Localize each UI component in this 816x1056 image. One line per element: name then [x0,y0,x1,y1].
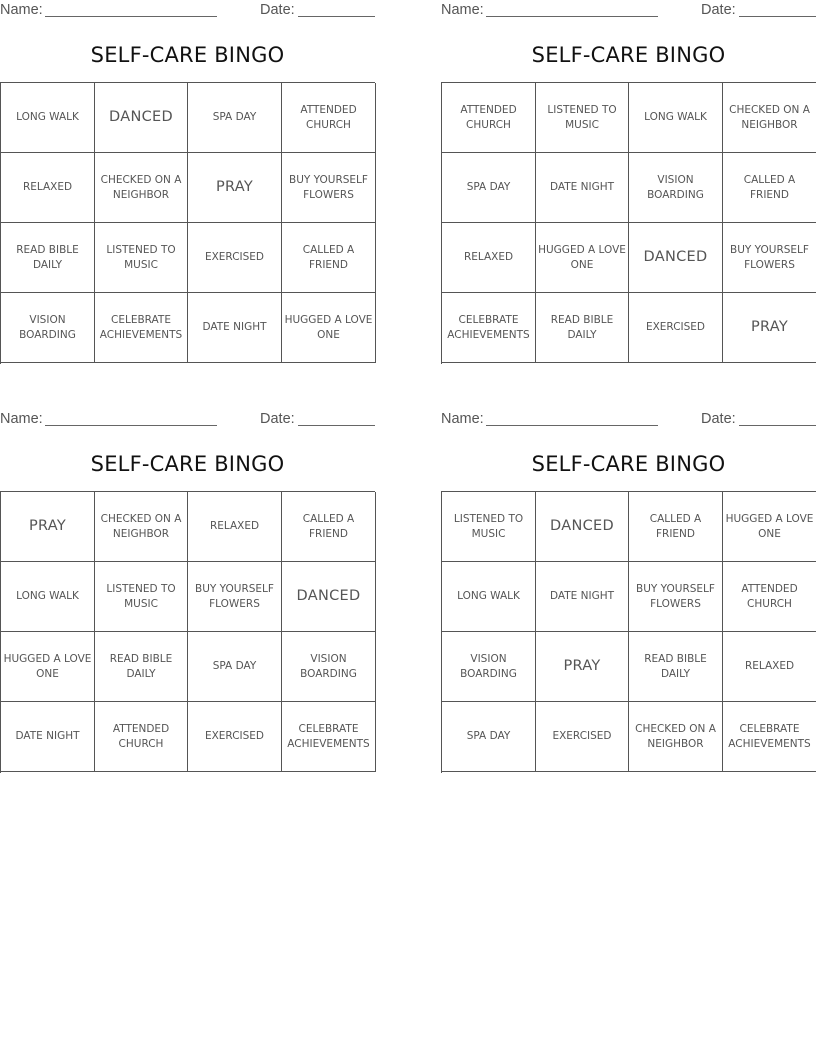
bingo-cell[interactable]: BUY YOURSELF FLOWERS [629,562,723,632]
bingo-cell[interactable]: ATTENDED CHURCH [282,83,376,153]
bingo-cell[interactable]: RELAXED [723,632,816,702]
bingo-cell[interactable]: EXERCISED [629,293,723,363]
card-title: SELF-CARE BINGO [90,43,285,67]
bingo-cell[interactable]: DATE NIGHT [536,153,629,223]
bingo-cell[interactable]: SPA DAY [188,632,282,702]
bingo-cell[interactable]: ATTENDED CHURCH [442,83,536,153]
date-label: Date: [260,411,295,427]
bingo-cell[interactable]: CHECKED ON A NEIGHBOR [629,702,723,772]
bingo-cell[interactable]: LONG WALK [1,83,95,153]
bingo-cell[interactable]: CHECKED ON A NEIGHBOR [95,153,188,223]
bingo-cell[interactable]: VISION BOARDING [629,153,723,223]
bingo-cell[interactable]: BUY YOURSELF FLOWERS [282,153,376,223]
bingo-grid [441,82,816,364]
bingo-cell[interactable]: EXERCISED [188,223,282,293]
bingo-grid [0,491,375,773]
card-header [0,411,375,429]
bingo-grid [0,82,375,364]
bingo-cell[interactable]: DANCED [282,562,376,632]
bingo-cell[interactable]: CHECKED ON A NEIGHBOR [723,83,816,153]
date-field[interactable] [298,16,375,17]
date-label: Date: [701,2,736,18]
card-title: SELF-CARE BINGO [531,43,726,67]
bingo-cell[interactable]: SPA DAY [188,83,282,153]
bingo-cell[interactable]: LISTENED TO MUSIC [442,492,536,562]
bingo-cell[interactable]: READ BIBLE DAILY [629,632,723,702]
bingo-cell[interactable]: LISTENED TO MUSIC [536,83,629,153]
bingo-cell[interactable]: RELAXED [188,492,282,562]
bingo-cell[interactable]: DATE NIGHT [188,293,282,363]
bingo-cell[interactable]: DANCED [536,492,629,562]
date-label: Date: [701,411,736,427]
bingo-cell[interactable]: LONG WALK [629,83,723,153]
bingo-cell[interactable]: PRAY [1,492,95,562]
bingo-cell[interactable]: PRAY [188,153,282,223]
bingo-cell[interactable]: SPA DAY [442,153,536,223]
name-label: Name: [0,2,43,18]
bingo-cell[interactable]: CHECKED ON A NEIGHBOR [95,492,188,562]
bingo-cell[interactable]: CALLED A FRIEND [723,153,816,223]
date-label: Date: [260,2,295,18]
bingo-cell[interactable]: RELAXED [442,223,536,293]
bingo-cell[interactable]: LISTENED TO MUSIC [95,562,188,632]
bingo-cell[interactable]: HUGGED A LOVE ONE [1,632,95,702]
name-field[interactable] [45,425,217,426]
bingo-cell[interactable]: BUY YOURSELF FLOWERS [188,562,282,632]
bingo-cell[interactable]: CELEBRATE ACHIEVEMENTS [723,702,816,772]
bingo-cell[interactable]: DATE NIGHT [536,562,629,632]
bingo-cell[interactable]: SPA DAY [442,702,536,772]
bingo-cell[interactable]: VISION BOARDING [1,293,95,363]
bingo-cell[interactable]: HUGGED A LOVE ONE [282,293,376,363]
bingo-cell[interactable]: READ BIBLE DAILY [1,223,95,293]
name-field[interactable] [486,16,658,17]
date-field[interactable] [739,16,816,17]
bingo-cell[interactable]: CELEBRATE ACHIEVEMENTS [95,293,188,363]
date-field[interactable] [298,425,375,426]
bingo-cell[interactable]: LONG WALK [1,562,95,632]
card-header [441,2,816,20]
card-header [0,2,375,20]
bingo-cell[interactable]: PRAY [723,293,816,363]
bingo-cell[interactable]: ATTENDED CHURCH [723,562,816,632]
name-label: Name: [441,2,484,18]
bingo-cell[interactable]: READ BIBLE DAILY [536,293,629,363]
bingo-cell[interactable]: EXERCISED [188,702,282,772]
bingo-cell[interactable]: HUGGED A LOVE ONE [536,223,629,293]
bingo-cell[interactable]: CELEBRATE ACHIEVEMENTS [282,702,376,772]
bingo-cell[interactable]: PRAY [536,632,629,702]
bingo-cell[interactable]: CALLED A FRIEND [282,492,376,562]
name-label: Name: [441,411,484,427]
date-field[interactable] [739,425,816,426]
bingo-cell[interactable]: DANCED [95,83,188,153]
name-field[interactable] [486,425,658,426]
bingo-cell[interactable]: LONG WALK [442,562,536,632]
card-header [441,411,816,429]
bingo-cell[interactable]: CELEBRATE ACHIEVEMENTS [442,293,536,363]
bingo-cell[interactable]: DATE NIGHT [1,702,95,772]
bingo-cell[interactable]: RELAXED [1,153,95,223]
bingo-cell[interactable]: READ BIBLE DAILY [95,632,188,702]
card-title: SELF-CARE BINGO [90,452,285,476]
bingo-cell[interactable]: LISTENED TO MUSIC [95,223,188,293]
bingo-cell[interactable]: HUGGED A LOVE ONE [723,492,816,562]
bingo-cell[interactable]: ATTENDED CHURCH [95,702,188,772]
bingo-cell[interactable]: DANCED [629,223,723,293]
bingo-cell[interactable]: CALLED A FRIEND [282,223,376,293]
name-label: Name: [0,411,43,427]
bingo-grid [441,491,816,773]
card-title: SELF-CARE BINGO [531,452,726,476]
name-field[interactable] [45,16,217,17]
bingo-cell[interactable]: CALLED A FRIEND [629,492,723,562]
bingo-cell[interactable]: EXERCISED [536,702,629,772]
bingo-cell[interactable]: VISION BOARDING [282,632,376,702]
bingo-cell[interactable]: VISION BOARDING [442,632,536,702]
bingo-cell[interactable]: BUY YOURSELF FLOWERS [723,223,816,293]
